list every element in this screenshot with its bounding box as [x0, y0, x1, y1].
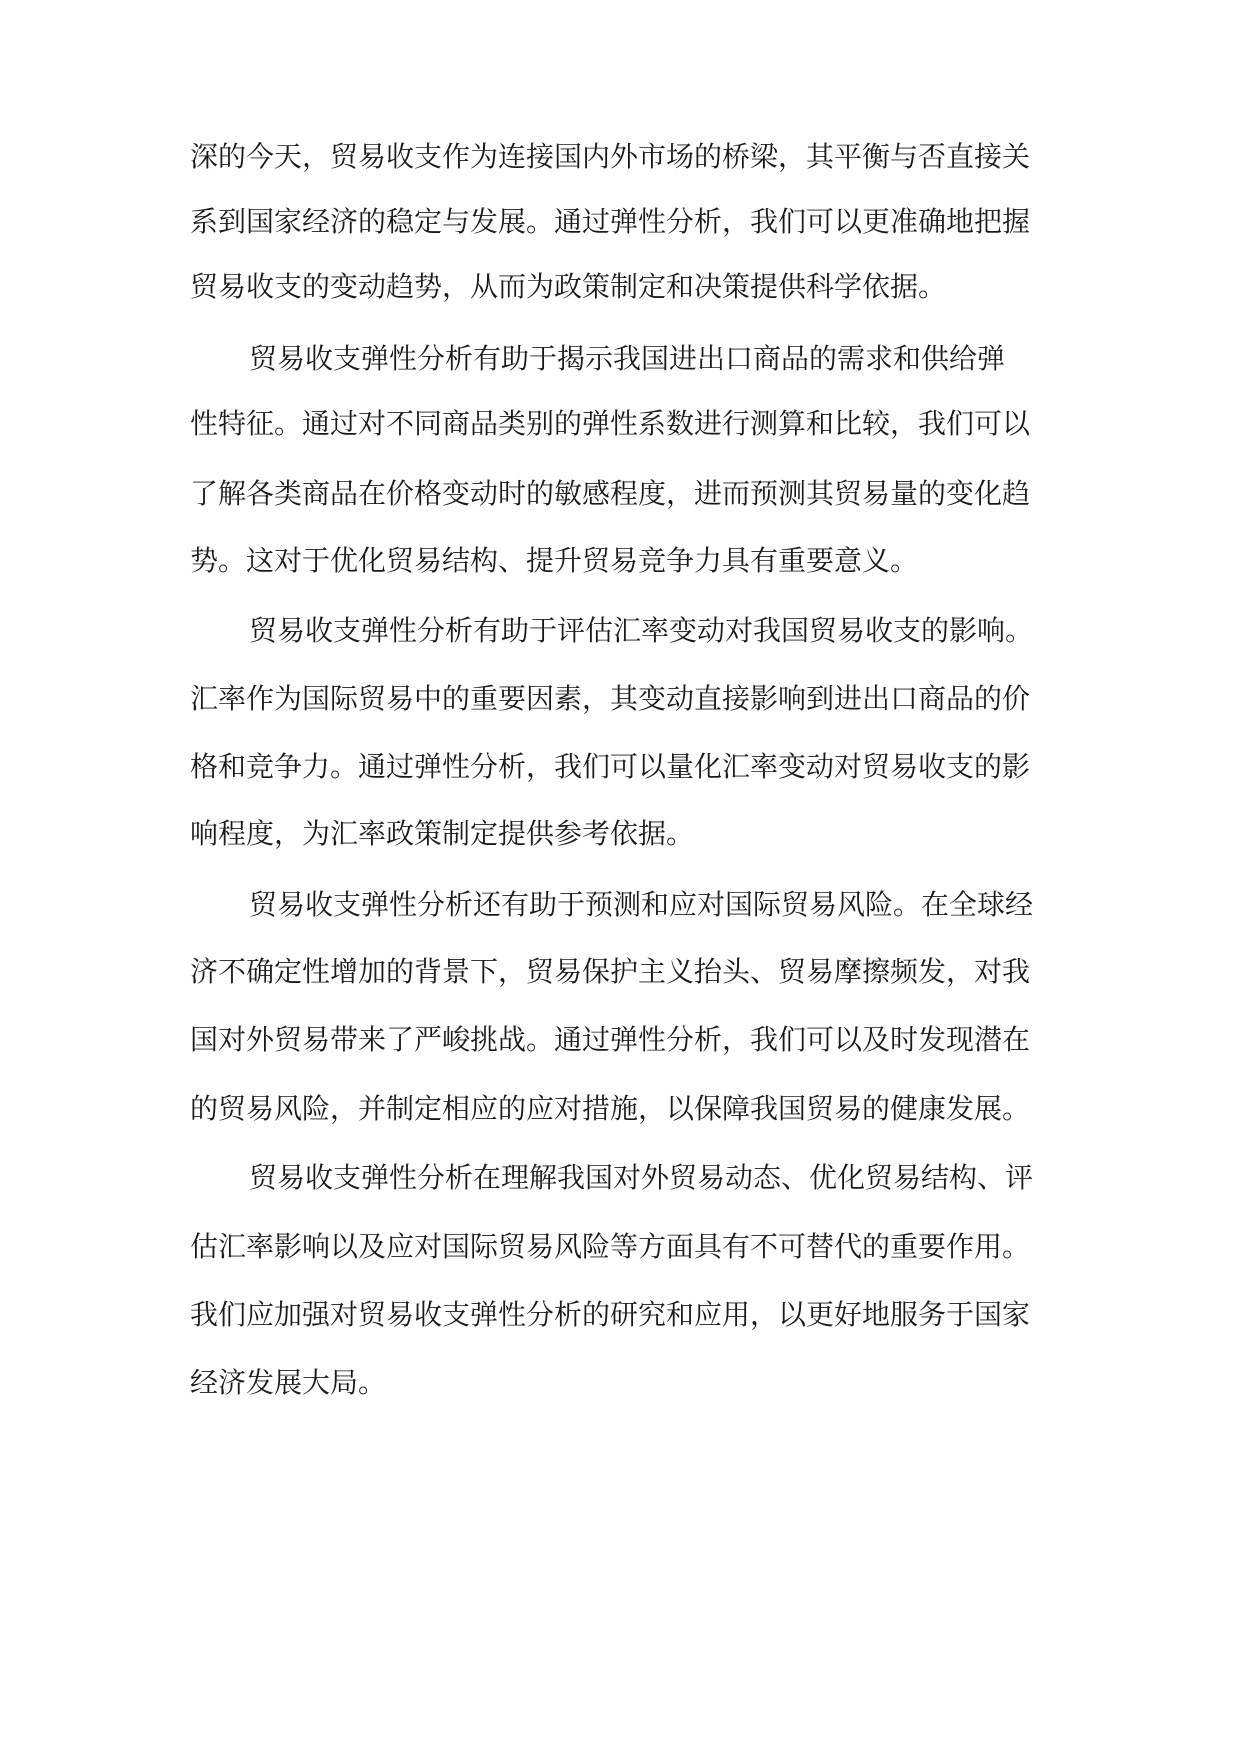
paragraph-line: 深的今天，贸易收支作为连接国内外市场的桥梁，其平衡与否直接关: [190, 140, 1031, 173]
paragraph-line: 贸易收支的变动趋势，从而为政策制定和决策提供科学依据。: [190, 270, 947, 303]
paragraph-line: 了解各类商品在价格变动时的敏感程度，进而预测其贸易量的变化趋: [190, 477, 1031, 510]
paragraph-line: 我们应加强对贸易收支弹性分析的研究和应用，以更好地服务于国家: [190, 1298, 1031, 1331]
paragraph-line: 格和竞争力。通过弹性分析，我们可以量化汇率变动对贸易收支的影: [190, 750, 1031, 783]
paragraph-line: 的贸易风险，并制定相应的应对措施，以保障我国贸易的健康发展。: [190, 1092, 1031, 1125]
paragraph-line: 势。这对于优化贸易结构、提升贸易竞争力具有重要意义。: [190, 544, 919, 577]
paragraph-line: 贸易收支弹性分析有助于揭示我国进出口商品的需求和供给弹: [249, 342, 1006, 375]
paragraph-line: 响程度，为汇率政策制定提供参考依据。: [190, 817, 695, 850]
paragraph-line: 贸易收支弹性分析有助于评估汇率变动对我国贸易收支的影响。: [249, 614, 1034, 647]
paragraph-line: 国对外贸易带来了严峻挑战。通过弹性分析，我们可以及时发现潜在: [190, 1023, 1031, 1056]
paragraph-line: 汇率作为国际贸易中的重要因素，其变动直接影响到进出口商品的价: [190, 682, 1031, 715]
paragraph-line: 贸易收支弹性分析还有助于预测和应对国际贸易风险。在全球经: [249, 888, 1034, 921]
paragraph-line: 性特征。通过对不同商品类别的弹性系数进行测算和比较，我们可以: [190, 407, 1031, 440]
paragraph-line: 济不确定性增加的背景下，贸易保护主义抬头、贸易摩擦频发，对我: [190, 955, 1031, 988]
paragraph-line: 贸易收支弹性分析在理解我国对外贸易动态、优化贸易结构、评: [249, 1161, 1034, 1194]
paragraph-line: 系到国家经济的稳定与发展。通过弹性分析，我们可以更准确地把握: [190, 205, 1031, 238]
paragraph-line: 经济发展大局。: [190, 1366, 387, 1399]
paragraph-line: 估汇率影响以及应对国际贸易风险等方面具有不可替代的重要作用。: [190, 1230, 1031, 1263]
